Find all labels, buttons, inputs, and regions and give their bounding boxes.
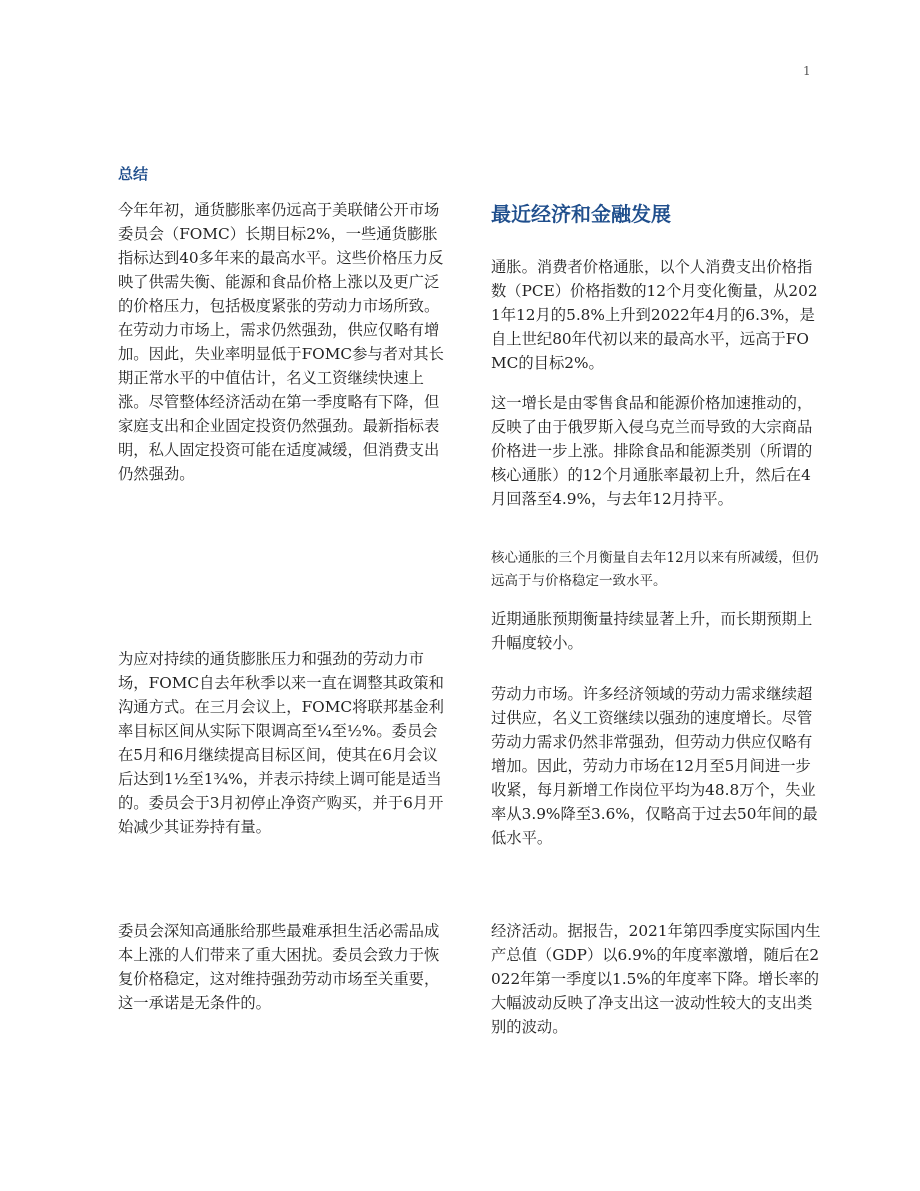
- inflation-paragraph: 通胀。消费者价格通胀，以个人消费支出价格指数（PCE）价格指数的12个月变化衡量，从2021年12月的5.8%上升到2022年4月的6.3%，是自上世纪80年代初以来的最高水平，远高于FOMC的目标2%。: [491, 258, 818, 372]
- summary-paragraph-policy: 为应对持续的通货膨胀压力和强劲的劳动力市场，FOMC自去年秋季以来一直在调整其政策和沟通方式。在三月会议上，FOMC将联邦基金利率目标区间从实际下限调高至¼至½%。委员会在5月和6月继续提高目标区间，使其在6月会议后达到1½至1¾%，并表示持续上调可能是适当的。委员会于3月初停止净资产购买，并于6月开始减少其证券持有量。: [118, 650, 444, 836]
- page-number: 1: [803, 64, 811, 78]
- labor-market-paragraph: 劳动力市场。许多经济领域的劳动力需求继续超过供应，名义工资继续以强劲的速度增长。尽管劳动力需求仍然非常强劲，但劳动力供应仅略有增加。因此，劳动力市场在12月至5月间进一步收紧，每月新增工作岗位平均为48.8万个，失业率从3.9%降至3.6%，仅略高于过去50年间的最低水平。: [491, 685, 818, 847]
- summary-section-label: 总结: [118, 165, 149, 183]
- summary-paragraph-commitment: 委员会深知高通胀给那些最难承担生活必需品成本上涨的人们带来了重大困扰。委员会致力于恢复价格稳定，这对维持强劲劳动市场至关重要，这一承诺是无条件的。: [118, 922, 440, 1012]
- inflation-expectations-paragraph: 近期通胀预期衡量持续显著上升，而长期预期上升幅度较小。: [491, 610, 813, 652]
- developments-heading: 最近经济和金融发展: [491, 202, 671, 226]
- summary-paragraph-overview: 今年年初，通货膨胀率仍远高于美联储公开市场委员会（FOMC）长期目标2%，一些通货膨胀指标达到40多年来的最高水平。这些价格压力反映了供需失衡、能源和食品价格上涨以及更广泛的价格压力，包括极度紧张的劳动力市场所致。在劳动力市场上，需求仍然强劲，供应仅略有增加。因此，失业率明显低于FOMC参与者对其长期正常水平的中值估计，名义工资继续快速上涨。尽管整体经济活动在第一季度略有下降，但家庭支出和企业固定投资仍然强劲。最新指标表明，私人固定投资可能在适度减缓，但消费支出仍然强劲。: [118, 201, 444, 483]
- inflation-drivers-paragraph: 这一增长是由零售食品和能源价格加速推动的，反映了由于俄罗斯入侵乌克兰而导致的大宗商品价格进一步上涨。排除食品和能源类别（所谓的核心通胀）的12个月通胀率最初上升，然后在4月回落至4.9%，与去年12月持平。: [491, 394, 813, 508]
- economic-activity-paragraph: 经济活动。据报告，2021年第四季度实际国内生产总值（GDP）以6.9%的年度率激增，随后在2022年第一季度以1.5%的年度率下降。增长率的大幅波动反映了净支出这一波动性较大的支出类别的波动。: [491, 922, 821, 1036]
- core-inflation-note: 核心通胀的三个月衡量自去年12月以来有所减缓，但仍远高于与价格稳定一致水平。: [491, 550, 819, 589]
